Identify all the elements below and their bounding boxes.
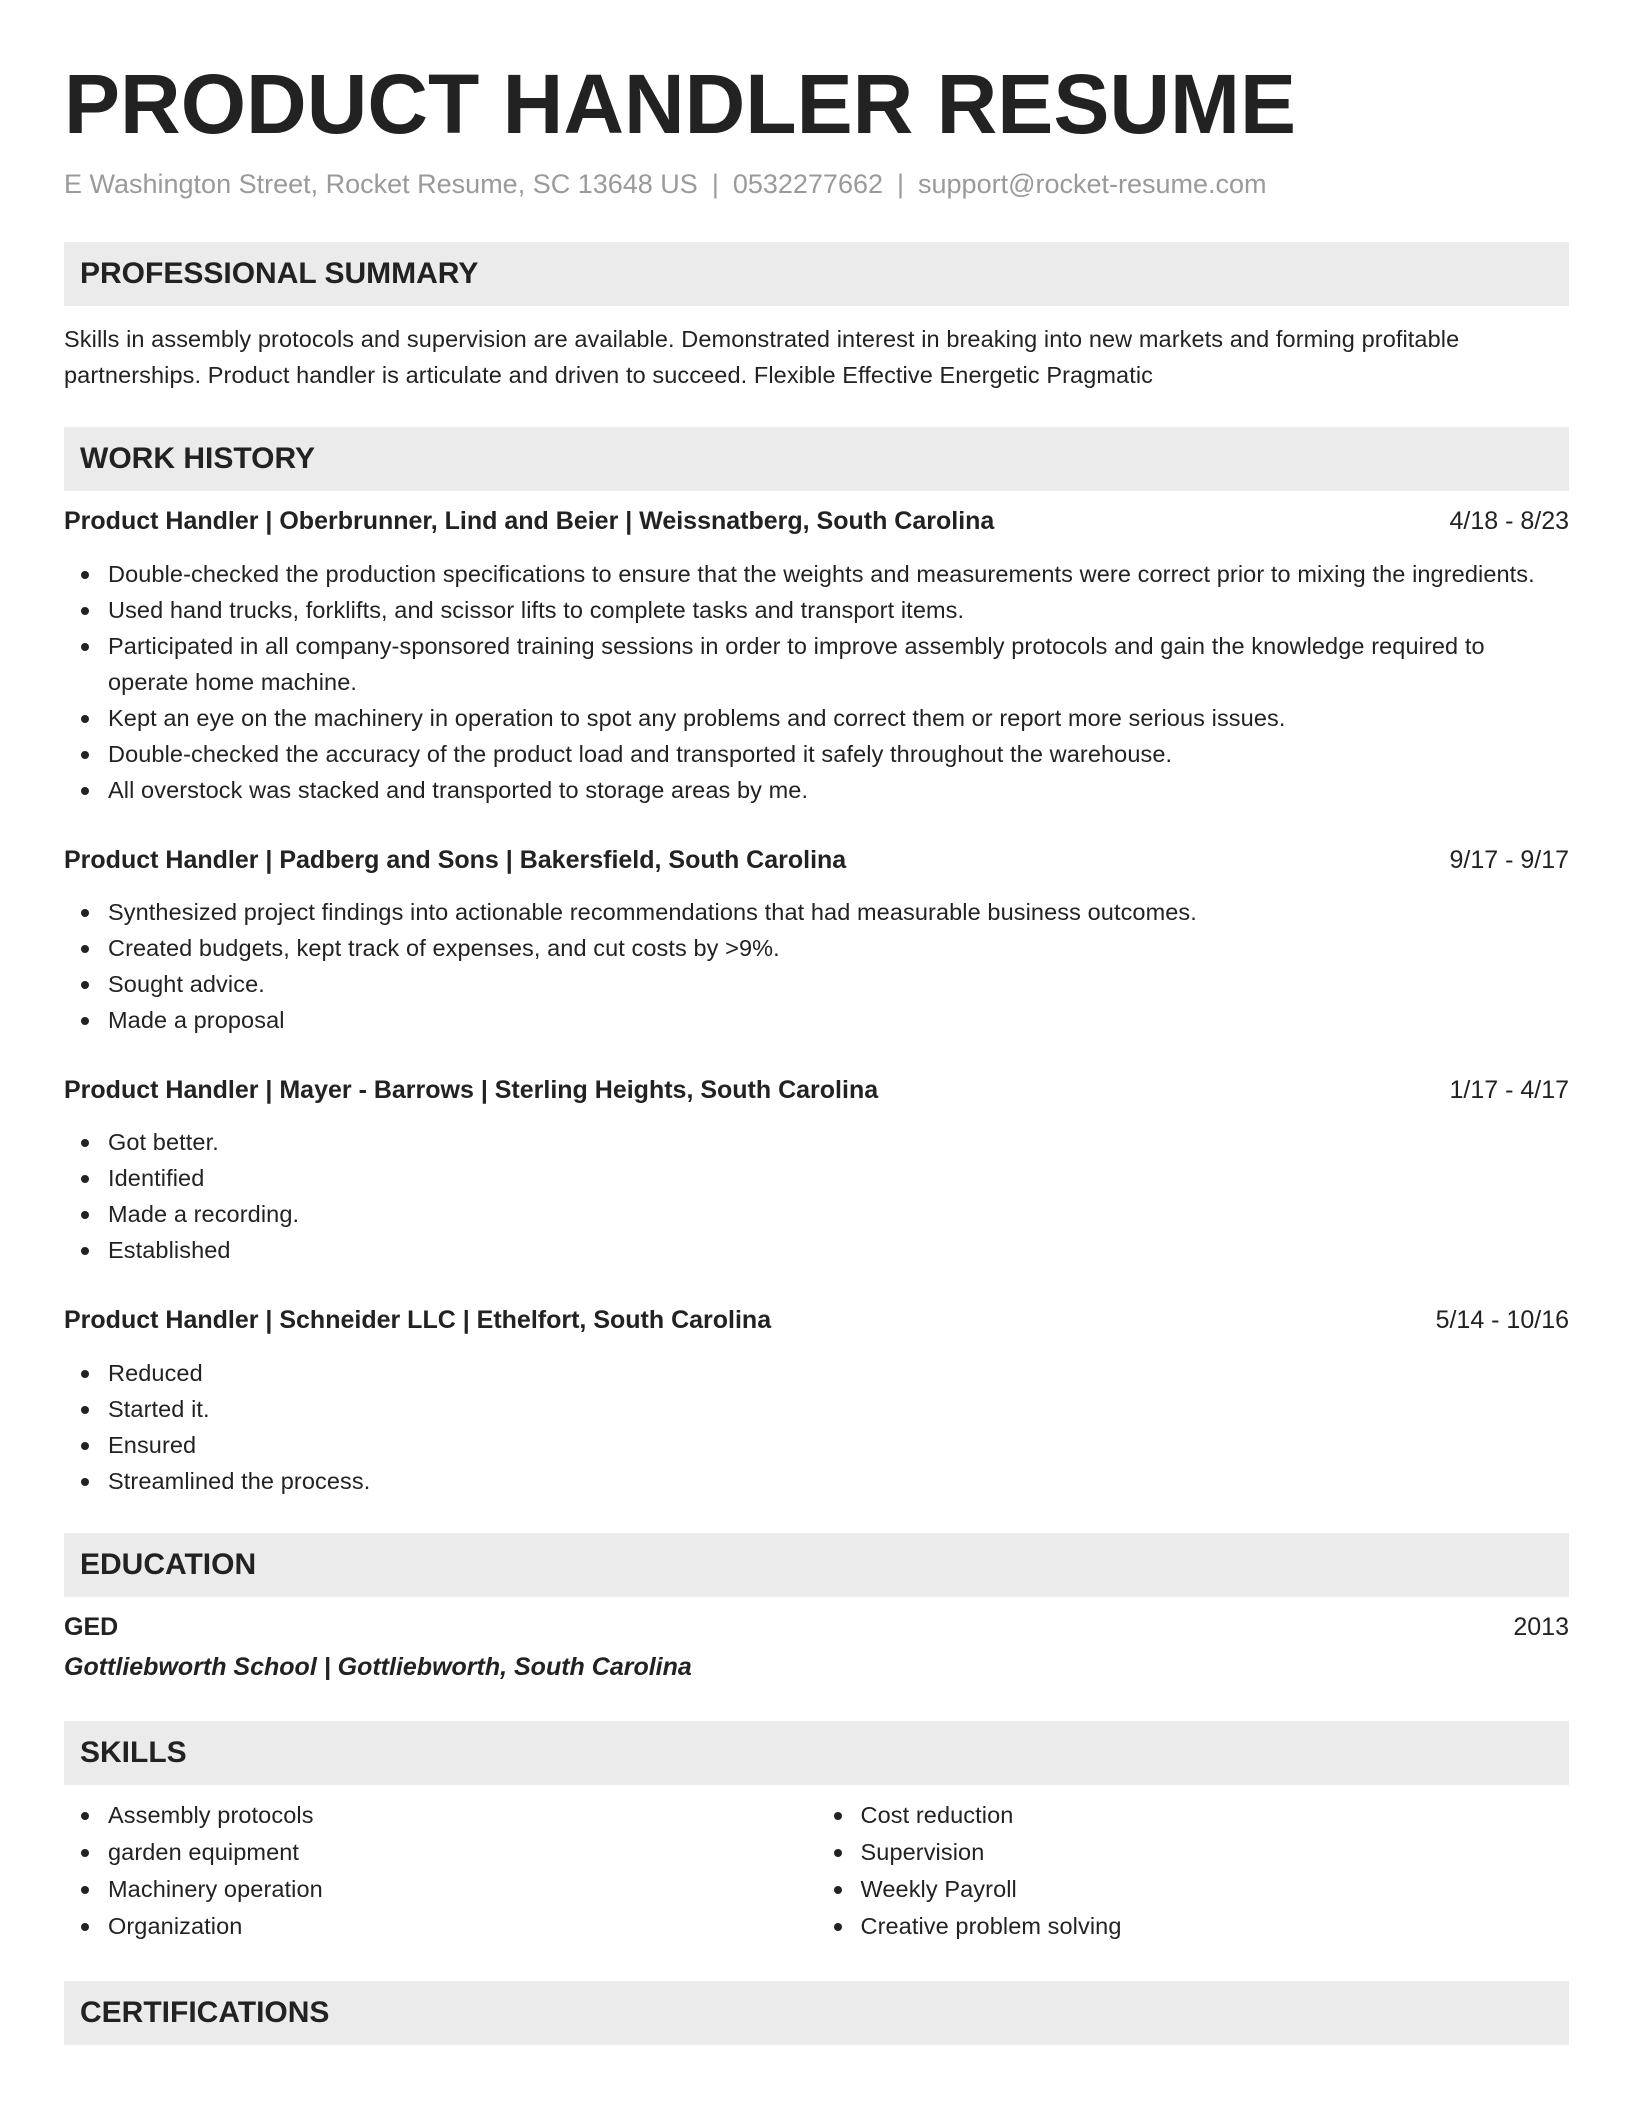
job-bullet-list (64, 1124, 1569, 1268)
section-header-work-history: WORK HISTORY (64, 427, 1569, 491)
job-header (64, 842, 1569, 878)
skill-item: Machinery operation (64, 1871, 817, 1908)
skill-item: Organization (64, 1908, 817, 1945)
skill-item: garden equipment (64, 1834, 817, 1871)
job-dates: 5/14 - 10/16 (1435, 1306, 1569, 1334)
contact-separator: | (897, 169, 905, 199)
skill-item: Assembly protocols (64, 1797, 817, 1834)
job-entry (64, 503, 1569, 808)
job-bullet-list (64, 556, 1569, 808)
skills-column-left (64, 1797, 817, 1945)
list-item: Reduced (64, 1355, 1569, 1391)
list-item: Made a recording. (64, 1196, 1569, 1232)
skills-column-right (817, 1797, 1570, 1945)
job-title: Product Handler | Mayer - Barrows | Sterling Heights, South Carolina (64, 1076, 879, 1104)
job-dates: 4/18 - 8/23 (1449, 507, 1569, 535)
contact-phone: 0532277662 (732, 169, 883, 199)
summary-text: Skills in assembly protocols and supervision are available. Demonstrated interest in breaking into new markets and forming profitable partnerships. Product handler is articulate and driven to succeed. Flexible Effective Energetic Pragmatic (64, 326, 1460, 388)
contact-line (64, 166, 1569, 202)
list-item: Got better. (64, 1124, 1569, 1160)
list-item: Double-checked the accuracy of the product load and transported it safely throughout the warehouse. (64, 736, 1569, 772)
skill-item: Cost reduction (817, 1797, 1570, 1834)
skill-item: Supervision (817, 1834, 1570, 1871)
skill-item: Weekly Payroll (817, 1871, 1570, 1908)
section-header-skills: SKILLS (64, 1721, 1569, 1785)
list-item: Streamlined the process. (64, 1463, 1569, 1499)
list-item: All overstock was stacked and transported to storage areas by me. (64, 772, 1569, 808)
job-title: Product Handler | Schneider LLC | Ethelfort, South Carolina (64, 1306, 772, 1334)
job-header (64, 1302, 1569, 1338)
contact-address: E Washington Street, Rocket Resume, SC 13648 US (64, 169, 698, 199)
job-bullet-list (64, 894, 1569, 1038)
list-item: Double-checked the production specifications to ensure that the weights and measurements were correct prior to mixing the ingredients. (64, 556, 1569, 592)
section-header-summary: PROFESSIONAL SUMMARY (64, 242, 1569, 306)
education-degree: GED (64, 1613, 119, 1641)
job-title: Product Handler | Padberg and Sons | Bakersfield, South Carolina (64, 846, 847, 874)
job-entry (64, 1302, 1569, 1499)
list-item: Identified (64, 1160, 1569, 1196)
list-item: Created budgets, kept track of expenses, and cut costs by >9%. (64, 930, 1569, 966)
job-header (64, 503, 1569, 539)
job-dates: 9/17 - 9/17 (1449, 846, 1569, 874)
skills-grid (64, 1797, 1569, 1945)
skill-item: Creative problem solving (817, 1908, 1570, 1945)
job-bullet-list (64, 1355, 1569, 1499)
resume-title: PRODUCT HANDLER RESUME (64, 57, 1297, 151)
section-header-education: EDUCATION (64, 1533, 1569, 1597)
job-entry (64, 1072, 1569, 1268)
education-entry (64, 1609, 1569, 1685)
contact-separator: | (711, 169, 719, 199)
list-item: Made a proposal (64, 1002, 1569, 1038)
list-item: Synthesized project findings into actionable recommendations that had measurable business outcomes. (64, 894, 1569, 930)
list-item: Participated in all company-sponsored training sessions in order to improve assembly protocols and gain the knowledge required to operate home machine. (64, 628, 1569, 700)
education-year: 2013 (1513, 1613, 1569, 1641)
job-header (64, 1072, 1569, 1108)
job-title: Product Handler | Oberbrunner, Lind and Beier | Weissnatberg, South Carolina (64, 507, 995, 535)
list-item: Kept an eye on the machinery in operation to spot any problems and correct them or report more serious issues. (64, 700, 1569, 736)
skills-list (64, 1797, 817, 1945)
list-item: Established (64, 1232, 1569, 1268)
list-item: Sought advice. (64, 966, 1569, 1002)
contact-email: support@rocket-resume.com (918, 169, 1267, 199)
list-item: Started it. (64, 1391, 1569, 1427)
education-school: Gottliebworth School | Gottliebworth, South Carolina (64, 1653, 692, 1681)
section-header-certifications: CERTIFICATIONS (64, 1981, 1569, 2045)
skills-list (817, 1797, 1570, 1945)
job-dates: 1/17 - 4/17 (1449, 1076, 1569, 1104)
education-header (64, 1609, 1569, 1645)
list-item: Used hand trucks, forklifts, and scissor lifts to complete tasks and transport items. (64, 592, 1569, 628)
list-item: Ensured (64, 1427, 1569, 1463)
job-entry (64, 842, 1569, 1038)
